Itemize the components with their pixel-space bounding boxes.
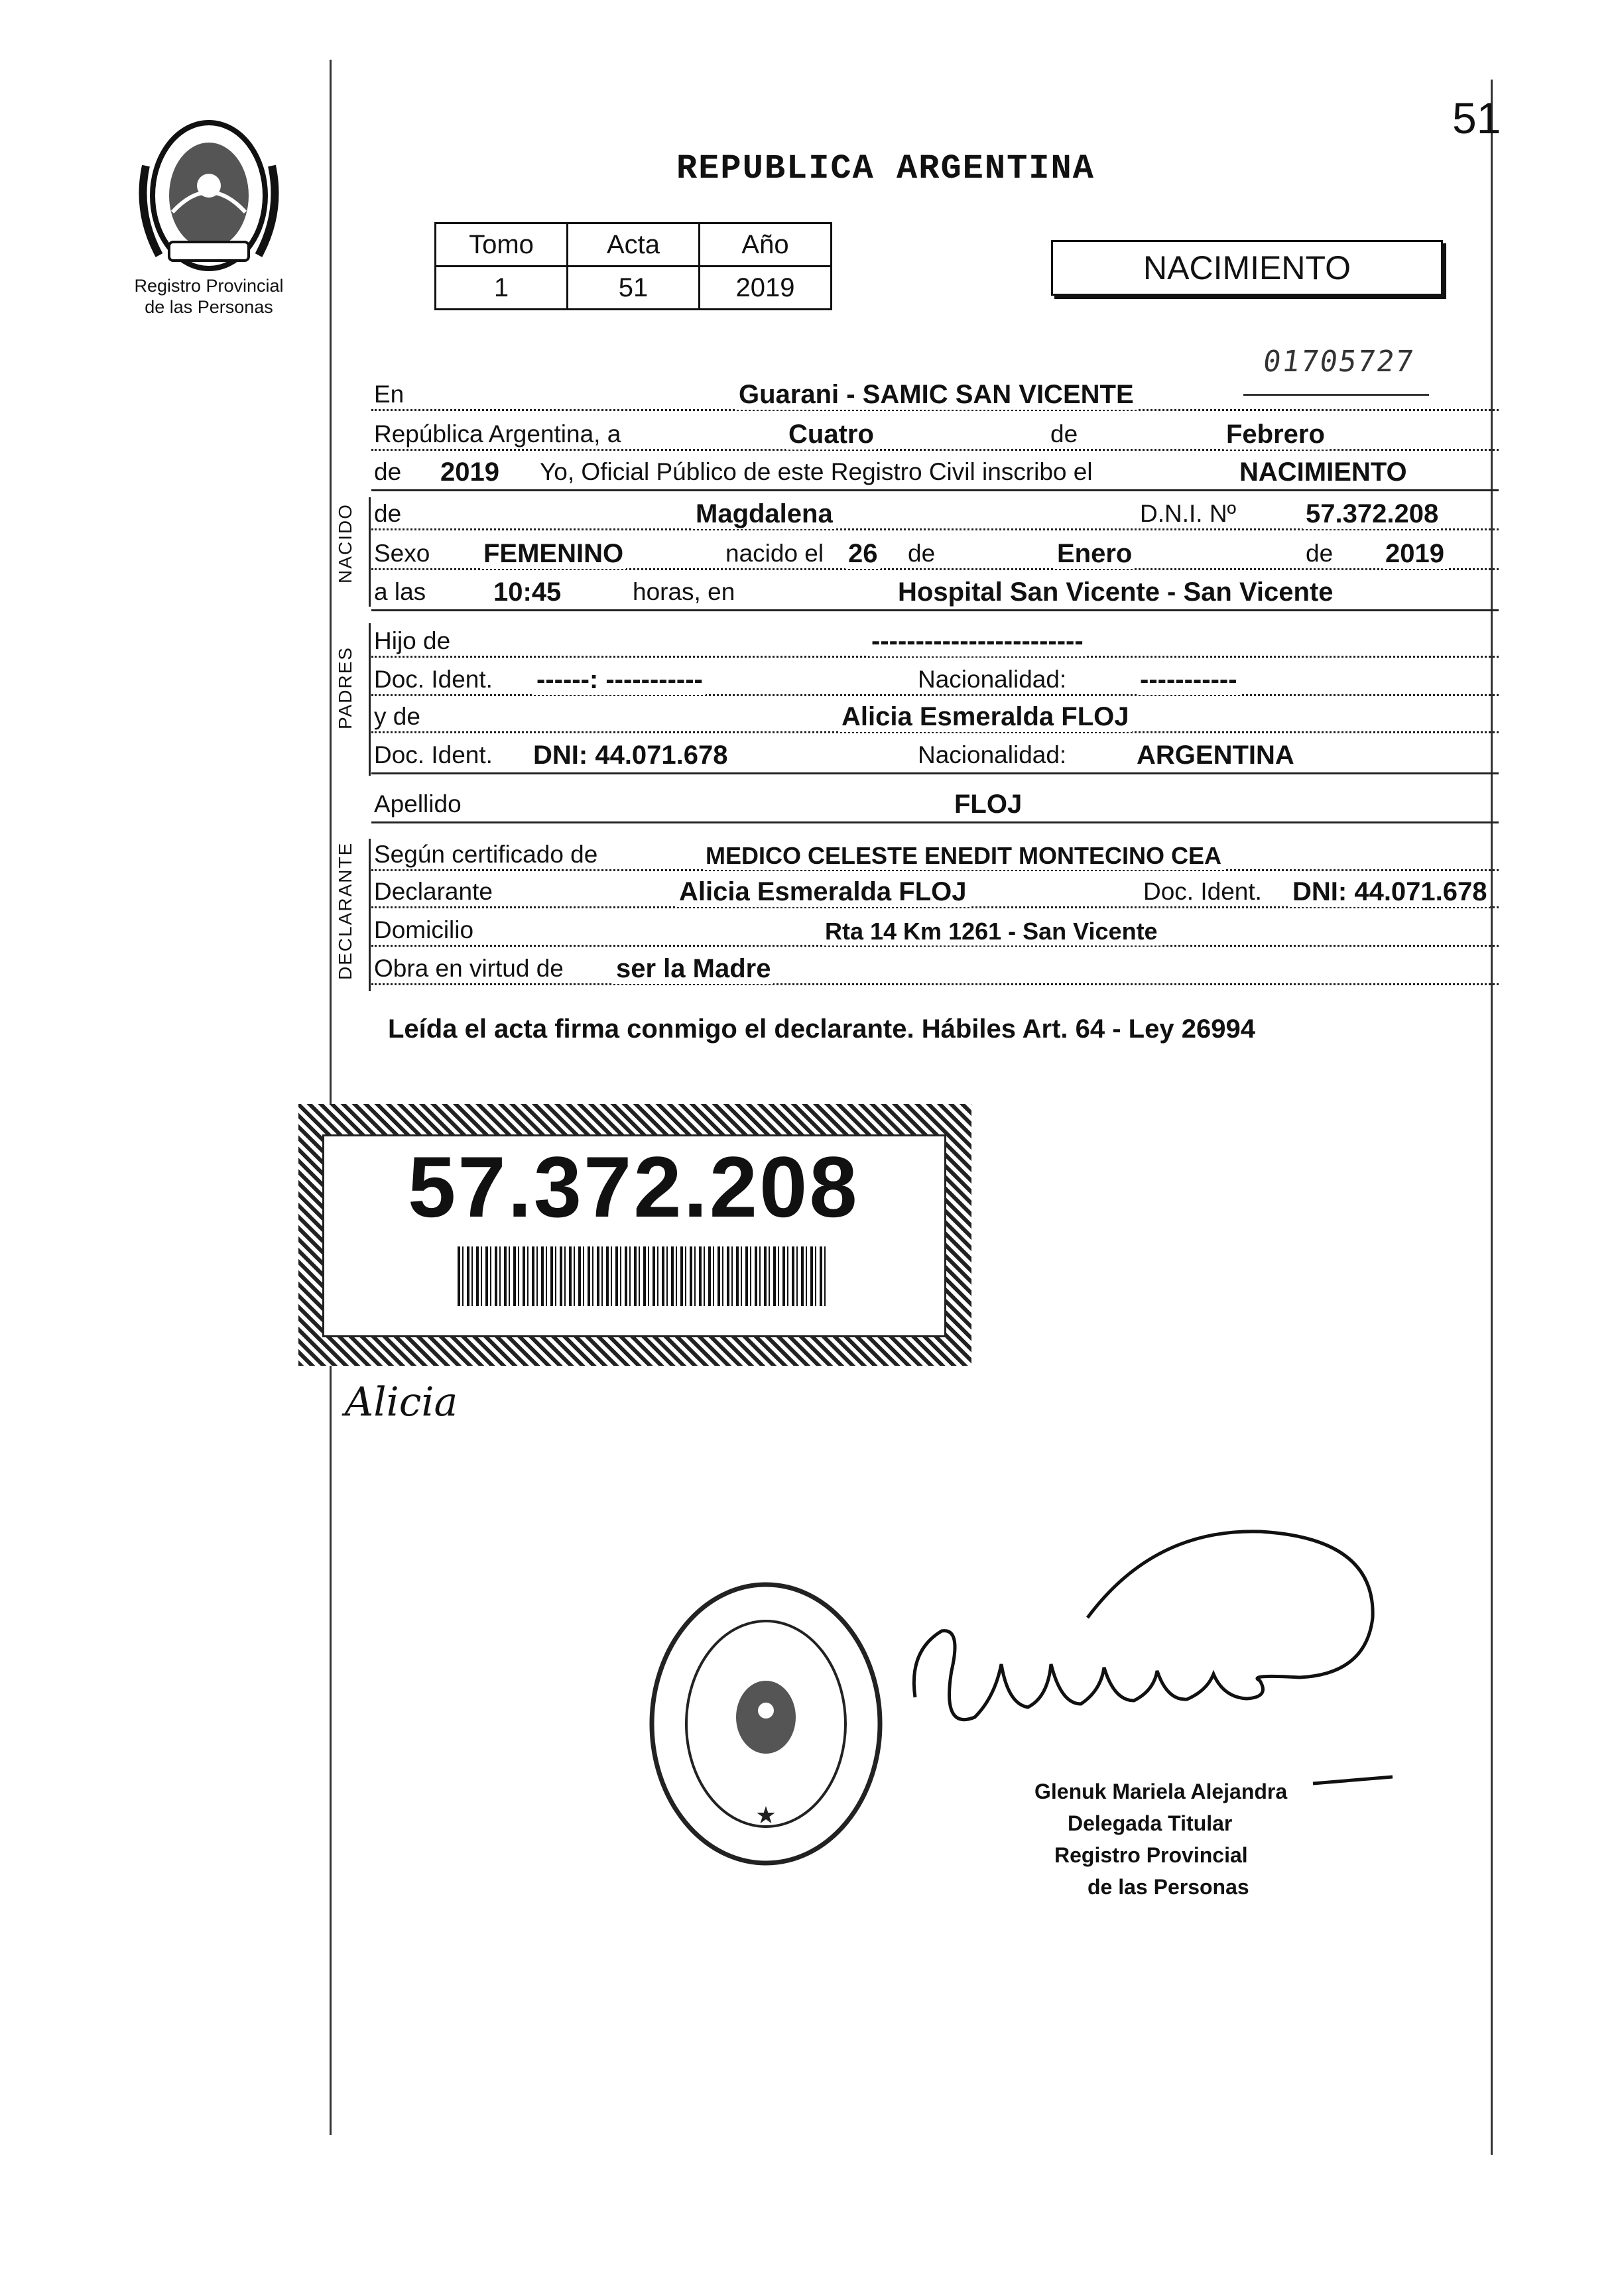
value-lugar: Hospital San Vicente - San Vicente <box>895 577 1336 607</box>
value-anio: 2019 <box>700 267 832 310</box>
row-obra <box>371 951 1499 988</box>
value-doc1: ------: ----------- <box>534 665 706 695</box>
issuer-line2: de las Personas <box>145 297 273 317</box>
row-declarante <box>371 874 1499 911</box>
label-de: de <box>1048 420 1080 448</box>
padres-section-bar <box>369 623 371 776</box>
row-fecha-registro <box>371 416 1499 453</box>
label-hora: a las <box>371 578 428 606</box>
country-title: REPUBLICA ARGENTINA <box>676 149 1095 188</box>
closing-statement: Leída el acta firma conmigo el declarante. Hábiles Art. 64 - Ley 26994 <box>388 1014 1255 1044</box>
label-de2: de <box>371 458 404 486</box>
label-sexo: Sexo <box>371 540 432 568</box>
value-hora: 10:45 <box>491 577 564 607</box>
nacido-section-bar <box>369 497 371 607</box>
officer-block <box>1034 1776 1287 1903</box>
value-mes: Febrero <box>1223 420 1328 450</box>
svg-text:★: ★ <box>755 1802 777 1829</box>
value-inscribo: NACIMIENTO <box>1237 457 1410 487</box>
label-nacido-de2: de <box>1303 540 1336 568</box>
label-nac1: Nacionalidad: <box>915 666 1069 694</box>
value-certificado: MEDICO CELESTE ENEDIT MONTECINO CEA <box>703 842 1224 870</box>
value-acta: 51 <box>568 267 700 310</box>
label-obra: Obra en virtud de <box>371 955 566 983</box>
left-margin-line <box>330 60 332 2135</box>
label-nacido-de: de <box>905 540 938 568</box>
dni-stamp-number: 57.372.208 <box>408 1138 859 1235</box>
value-nacido-mes: Enero <box>1054 539 1135 569</box>
value-hijo: ------------------------ <box>869 627 1086 656</box>
officer-org2: de las Personas <box>1088 1875 1249 1899</box>
label-apellido: Apellido <box>371 790 464 818</box>
row-inscripcion <box>371 454 1499 491</box>
reference-table <box>434 222 832 310</box>
row-apellido <box>371 786 1499 823</box>
header-anio: Año <box>700 223 832 267</box>
row-doc-madre <box>371 737 1499 774</box>
barcode <box>458 1246 829 1306</box>
value-sexo: FEMENINO <box>481 539 626 569</box>
label-doc1: Doc. Ident. <box>371 666 495 694</box>
value-obra: ser la Madre <box>613 954 773 984</box>
section-label-padres: PADRES <box>335 646 355 729</box>
value-en: Guarani - SAMIC SAN VICENTE <box>736 380 1137 410</box>
row-doc-padre <box>371 662 1499 699</box>
row-madre <box>371 699 1499 736</box>
label-domicilio: Domicilio <box>371 916 476 944</box>
section-label-declarante: DECLARANTE <box>335 841 355 980</box>
label-en: En <box>371 381 406 408</box>
value-declarante: Alicia Esmeralda FLOJ <box>676 877 969 907</box>
provincia-de-misiones-seal-icon <box>133 113 285 285</box>
value-decl-doc: DNI: 44.071.678 <box>1290 877 1490 907</box>
serial-number: 01705727 <box>1261 345 1417 379</box>
row-certificado <box>371 837 1499 874</box>
issuer-line1: Registro Provincial <box>134 276 284 296</box>
officer-name: Glenuk Mariela Alejandra <box>1034 1780 1288 1803</box>
initials-signature: Alicia <box>345 1379 458 1425</box>
label-certificado: Según certificado de <box>371 841 600 869</box>
value-nombre: Magdalena <box>693 499 836 529</box>
declarante-section-bar <box>369 839 371 991</box>
label-decl-doc: Doc. Ident. <box>1141 878 1265 906</box>
value-nacido-anio: 2019 <box>1383 539 1447 569</box>
row-nombre <box>371 496 1499 533</box>
value-nacido-dia: 26 <box>845 539 881 569</box>
issuer-name <box>99 275 318 318</box>
label-republica: República Argentina, a <box>371 420 623 448</box>
value-dni: 57.372.208 <box>1303 499 1441 529</box>
header-acta: Acta <box>568 223 700 267</box>
label-nombre: de <box>371 500 404 528</box>
value-doc2: DNI: 44.071.678 <box>530 741 731 770</box>
value-nac1: ----------- <box>1137 665 1240 695</box>
row-lugar-registro <box>371 377 1499 414</box>
row-hijo-de <box>371 623 1499 660</box>
row-sexo-nacimiento <box>371 536 1499 573</box>
row-hora-lugar <box>371 574 1499 611</box>
label-yde: y de <box>371 703 423 731</box>
page-number: 51 <box>1452 93 1501 143</box>
label-declarante: Declarante <box>371 878 495 906</box>
value-apellido: FLOJ <box>952 790 1025 819</box>
officer-title: Delegada Titular <box>1068 1811 1233 1835</box>
label-hijo: Hijo de <box>371 627 453 655</box>
label-inscribo: Yo, Oficial Público de este Registro Civil inscribo el <box>537 458 1095 486</box>
official-seal-icon <box>647 1578 885 1870</box>
label-doc2: Doc. Ident. <box>371 741 495 769</box>
value-madre: Alicia Esmeralda FLOJ <box>839 702 1132 732</box>
section-label-nacido: NACIDO <box>335 503 355 583</box>
row-domicilio <box>371 912 1499 949</box>
label-nacido: nacido el <box>723 540 826 568</box>
value-dia: Cuatro <box>786 420 877 450</box>
value-domicilio: Rta 14 Km 1261 - San Vicente <box>822 918 1160 945</box>
label-dni: D.N.I. Nº <box>1137 500 1239 528</box>
officer-org1: Registro Provincial <box>1054 1843 1248 1867</box>
value-tomo: 1 <box>436 267 568 310</box>
label-horas-en: horas, en <box>630 578 737 606</box>
value-nac2: ARGENTINA <box>1134 741 1297 770</box>
header-tomo: Tomo <box>436 223 568 267</box>
value-anio: 2019 <box>438 457 502 487</box>
label-nac2: Nacionalidad: <box>915 741 1069 769</box>
document-type-box: NACIMIENTO <box>1051 240 1443 296</box>
